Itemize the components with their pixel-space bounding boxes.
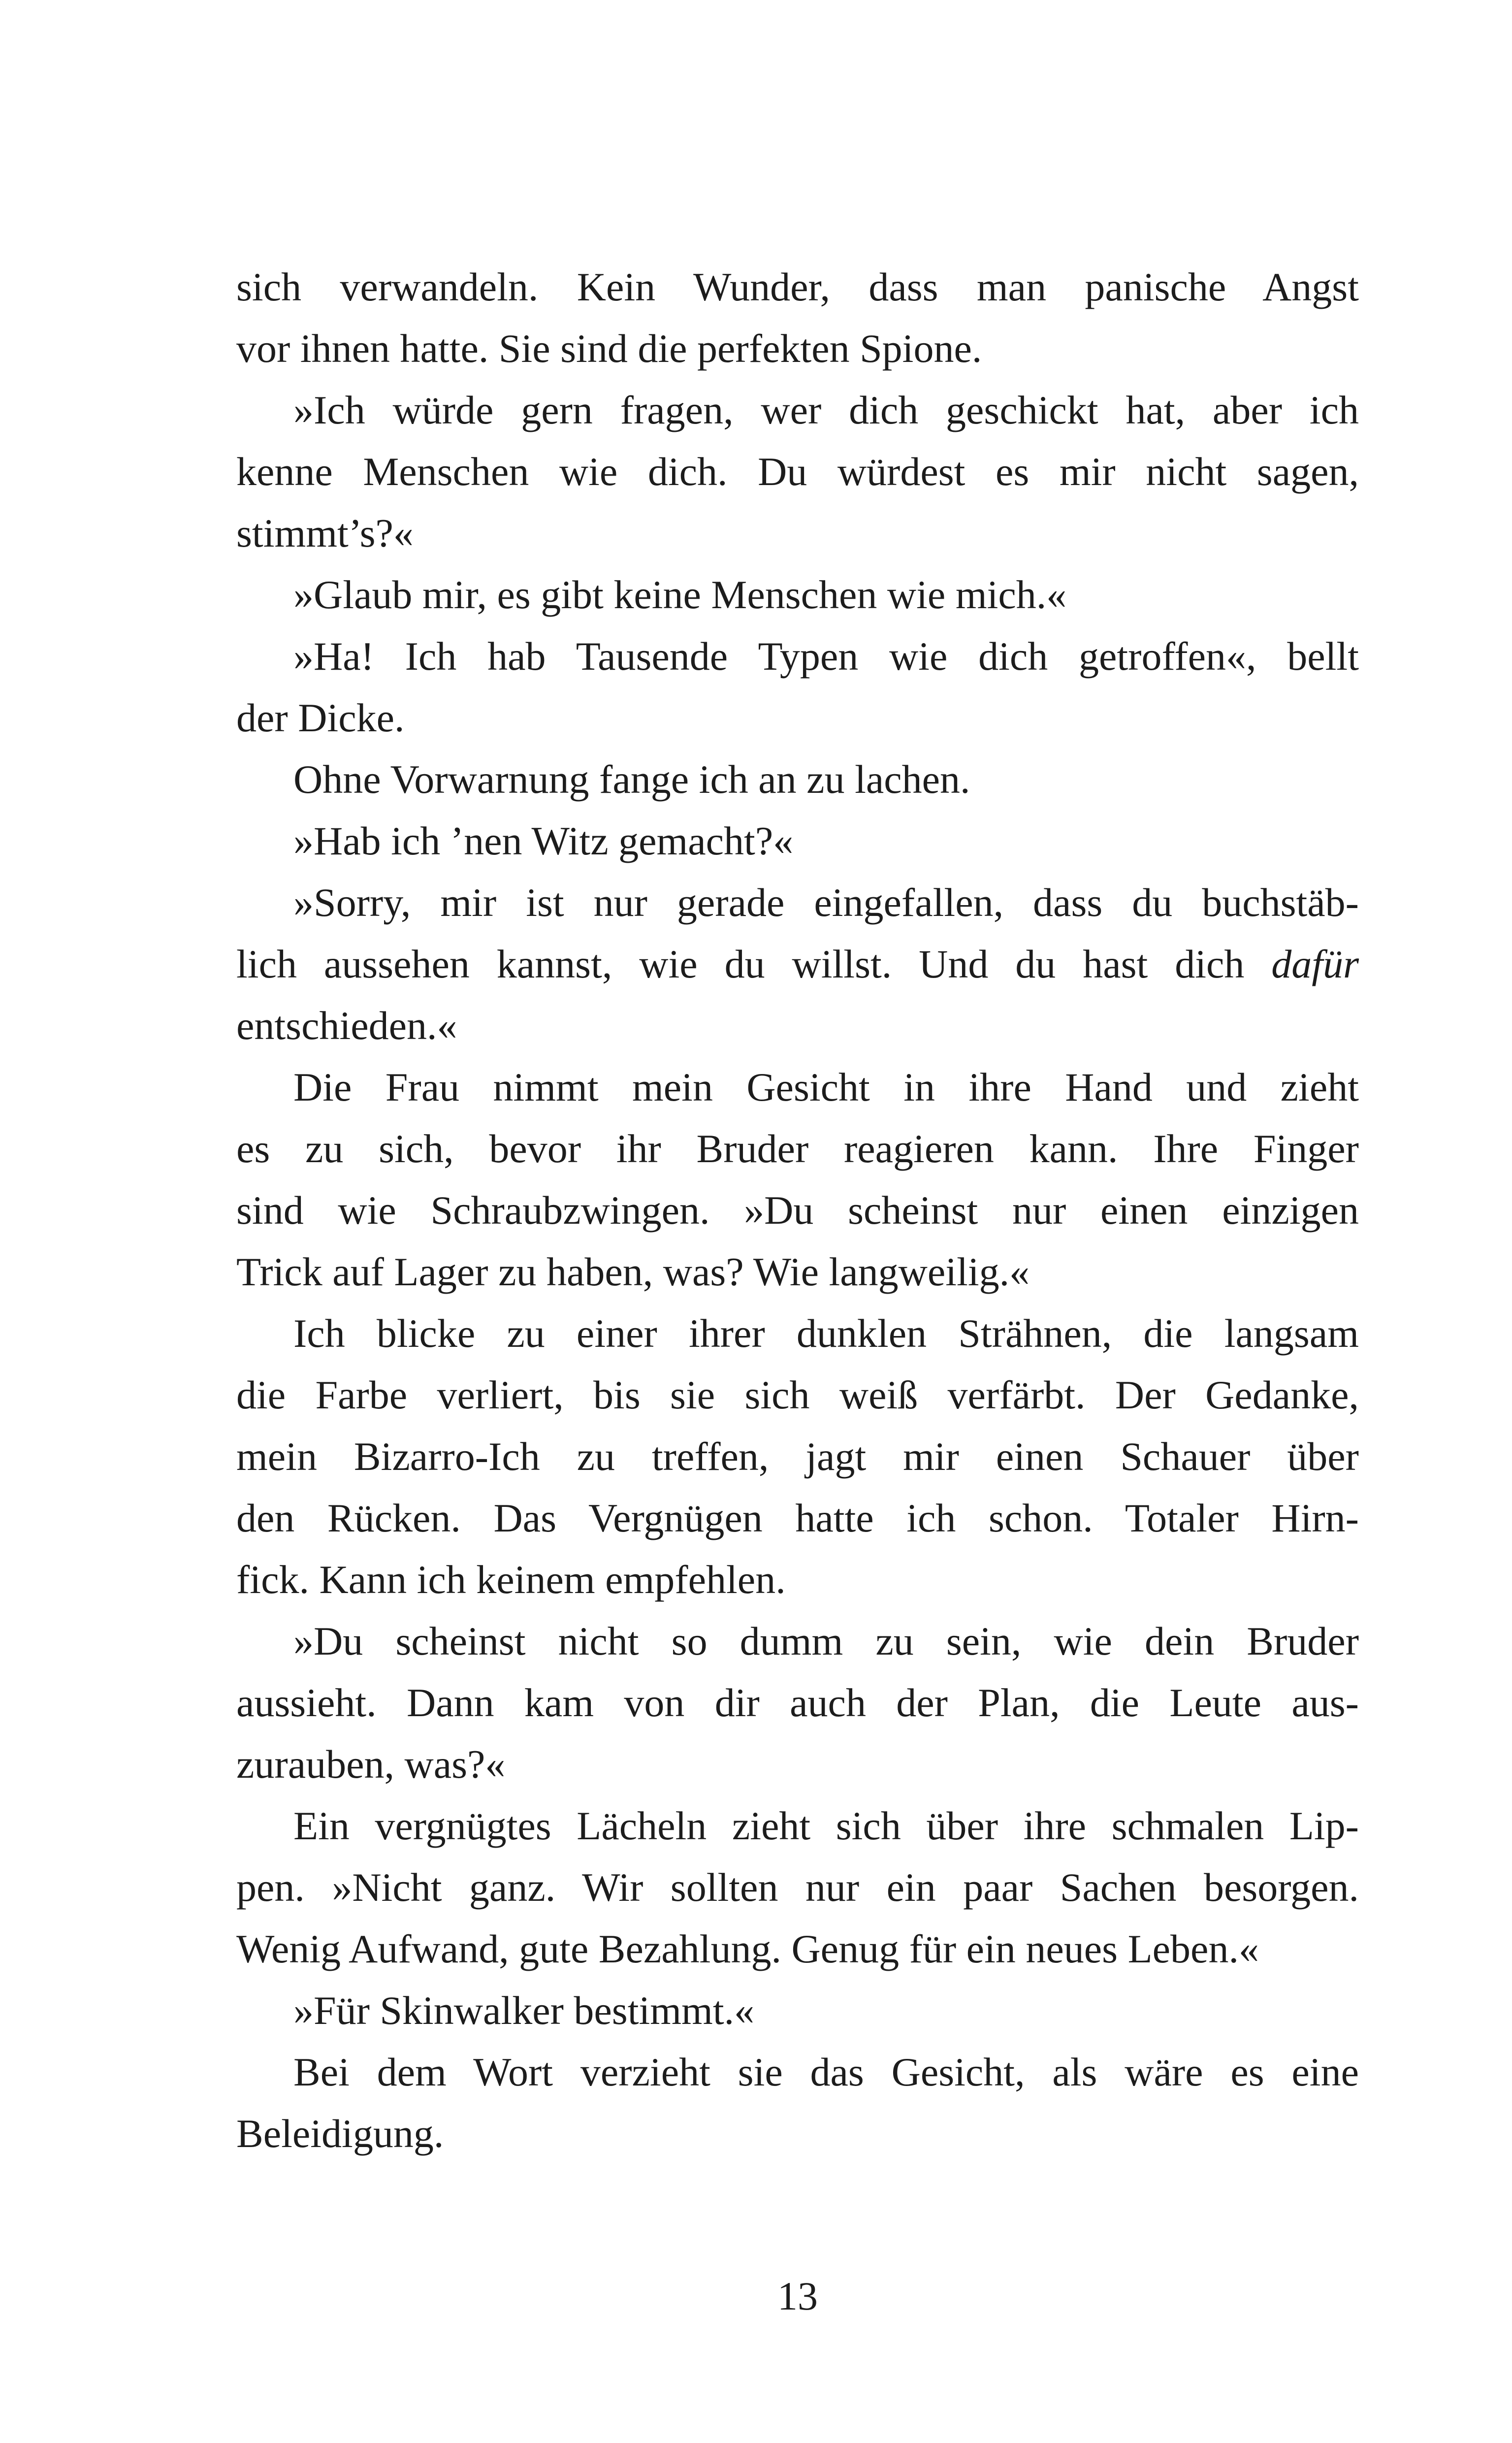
text-segment: »Ich würde gern fragen, wer dich geschickt hat, aber ich bbox=[293, 388, 1359, 432]
text-line bbox=[236, 1056, 1359, 1118]
text-line bbox=[236, 1610, 1359, 1672]
text-segment: Ein vergnügtes Lächeln zieht sich über ihre schmalen Lip- bbox=[293, 1803, 1359, 1848]
text-line bbox=[236, 749, 1359, 810]
text-segment: Ohne Vorwarnung fange ich an zu lachen. bbox=[293, 757, 970, 802]
text-line bbox=[236, 933, 1359, 995]
text-line bbox=[236, 318, 1359, 379]
text-segment: Bei dem Wort verzieht sie das Gesicht, als wäre es eine bbox=[293, 2050, 1359, 2094]
text-segment: »Für Skinwalker bestimmt.« bbox=[293, 1988, 755, 2033]
text-segment: fick. Kann ich keinem empfehlen. bbox=[236, 1557, 786, 1602]
text-segment: Beleidigung. bbox=[236, 2111, 444, 2156]
text-segment: zurauben, was?« bbox=[236, 1742, 506, 1787]
text-line bbox=[236, 995, 1359, 1056]
text-line bbox=[236, 2103, 1359, 2164]
text-segment: Die Frau nimmt mein Gesicht in ihre Hand und zieht bbox=[293, 1065, 1359, 1109]
text-line bbox=[236, 810, 1359, 872]
text-line bbox=[236, 379, 1359, 441]
text-segment: die Farbe verliert, bis sie sich weiß verfärbt. Der Gedanke, bbox=[236, 1372, 1359, 1417]
page-text bbox=[236, 256, 1359, 2164]
text-line bbox=[236, 1241, 1359, 1303]
text-line bbox=[236, 1918, 1359, 1980]
text-line bbox=[236, 441, 1359, 502]
text-segment: entschieden.« bbox=[236, 1003, 457, 1048]
text-line bbox=[236, 1179, 1359, 1241]
text-segment: sich verwandeln. Kein Wunder, dass man panische Angst bbox=[236, 264, 1359, 309]
text-line bbox=[236, 1426, 1359, 1487]
text-segment: sind wie Schraubzwingen. »Du scheinst nur einen einzigen bbox=[236, 1188, 1359, 1233]
text-line bbox=[236, 1733, 1359, 1795]
text-segment: kenne Menschen wie dich. Du würdest es mir nicht sagen, bbox=[236, 449, 1359, 494]
text-segment: den Rücken. Das Vergnügen hatte ich schon. Totaler Hirn- bbox=[236, 1496, 1359, 1540]
text-line bbox=[236, 1672, 1359, 1733]
text-segment: der Dicke. bbox=[236, 695, 405, 740]
text-segment: Ich blicke zu einer ihrer dunklen Strähnen, die langsam bbox=[293, 1311, 1359, 1356]
text-segment: »Du scheinst nicht so dumm zu sein, wie dein Bruder bbox=[293, 1619, 1359, 1663]
text-line bbox=[236, 256, 1359, 318]
text-segment: lich aussehen kannst, wie du willst. Und du hast dich bbox=[236, 942, 1272, 986]
text-line bbox=[236, 1795, 1359, 1857]
text-segment: »Hab ich ’nen Witz gemacht?« bbox=[293, 818, 794, 863]
text-segment: vor ihnen hatte. Sie sind die perfekten Spione. bbox=[236, 326, 982, 371]
text-segment: stimmt’s?« bbox=[236, 511, 414, 555]
text-line bbox=[236, 502, 1359, 564]
text-line bbox=[236, 687, 1359, 749]
text-line bbox=[236, 1980, 1359, 2041]
text-segment: pen. »Nicht ganz. Wir sollten nur ein paar Sachen besorgen. bbox=[236, 1865, 1359, 1910]
text-segment: Wenig Aufwand, gute Bezahlung. Genug für ein neues Leben.« bbox=[236, 1926, 1259, 1971]
text-line bbox=[236, 1303, 1359, 1364]
text-segment: Trick auf Lager zu haben, was? Wie langweilig.« bbox=[236, 1249, 1030, 1294]
text-segment: mein Bizarro-Ich zu treffen, jagt mir einen Schauer über bbox=[236, 1434, 1359, 1479]
text-line bbox=[236, 1118, 1359, 1179]
text-line bbox=[236, 564, 1359, 625]
text-line bbox=[236, 1857, 1359, 1918]
text-segment: aussieht. Dann kam von dir auch der Plan, die Leute aus- bbox=[236, 1680, 1359, 1725]
text-segment: »Ha! Ich hab Tausende Typen wie dich getroffen«, bellt bbox=[293, 634, 1359, 679]
text-segment-italic: dafür bbox=[1271, 942, 1359, 986]
text-line bbox=[236, 2041, 1359, 2103]
text-line bbox=[236, 1487, 1359, 1549]
text-line bbox=[236, 1549, 1359, 1610]
text-segment: es zu sich, bevor ihr Bruder reagieren kann. Ihre Finger bbox=[236, 1126, 1359, 1171]
text-line bbox=[236, 872, 1359, 933]
page-number: 13 bbox=[777, 2274, 818, 2318]
text-segment: »Sorry, mir ist nur gerade eingefallen, dass du buchstäb- bbox=[293, 880, 1359, 925]
text-line bbox=[236, 1364, 1359, 1426]
text-line bbox=[236, 625, 1359, 687]
text-segment: »Glaub mir, es gibt keine Menschen wie mich.« bbox=[293, 572, 1067, 617]
